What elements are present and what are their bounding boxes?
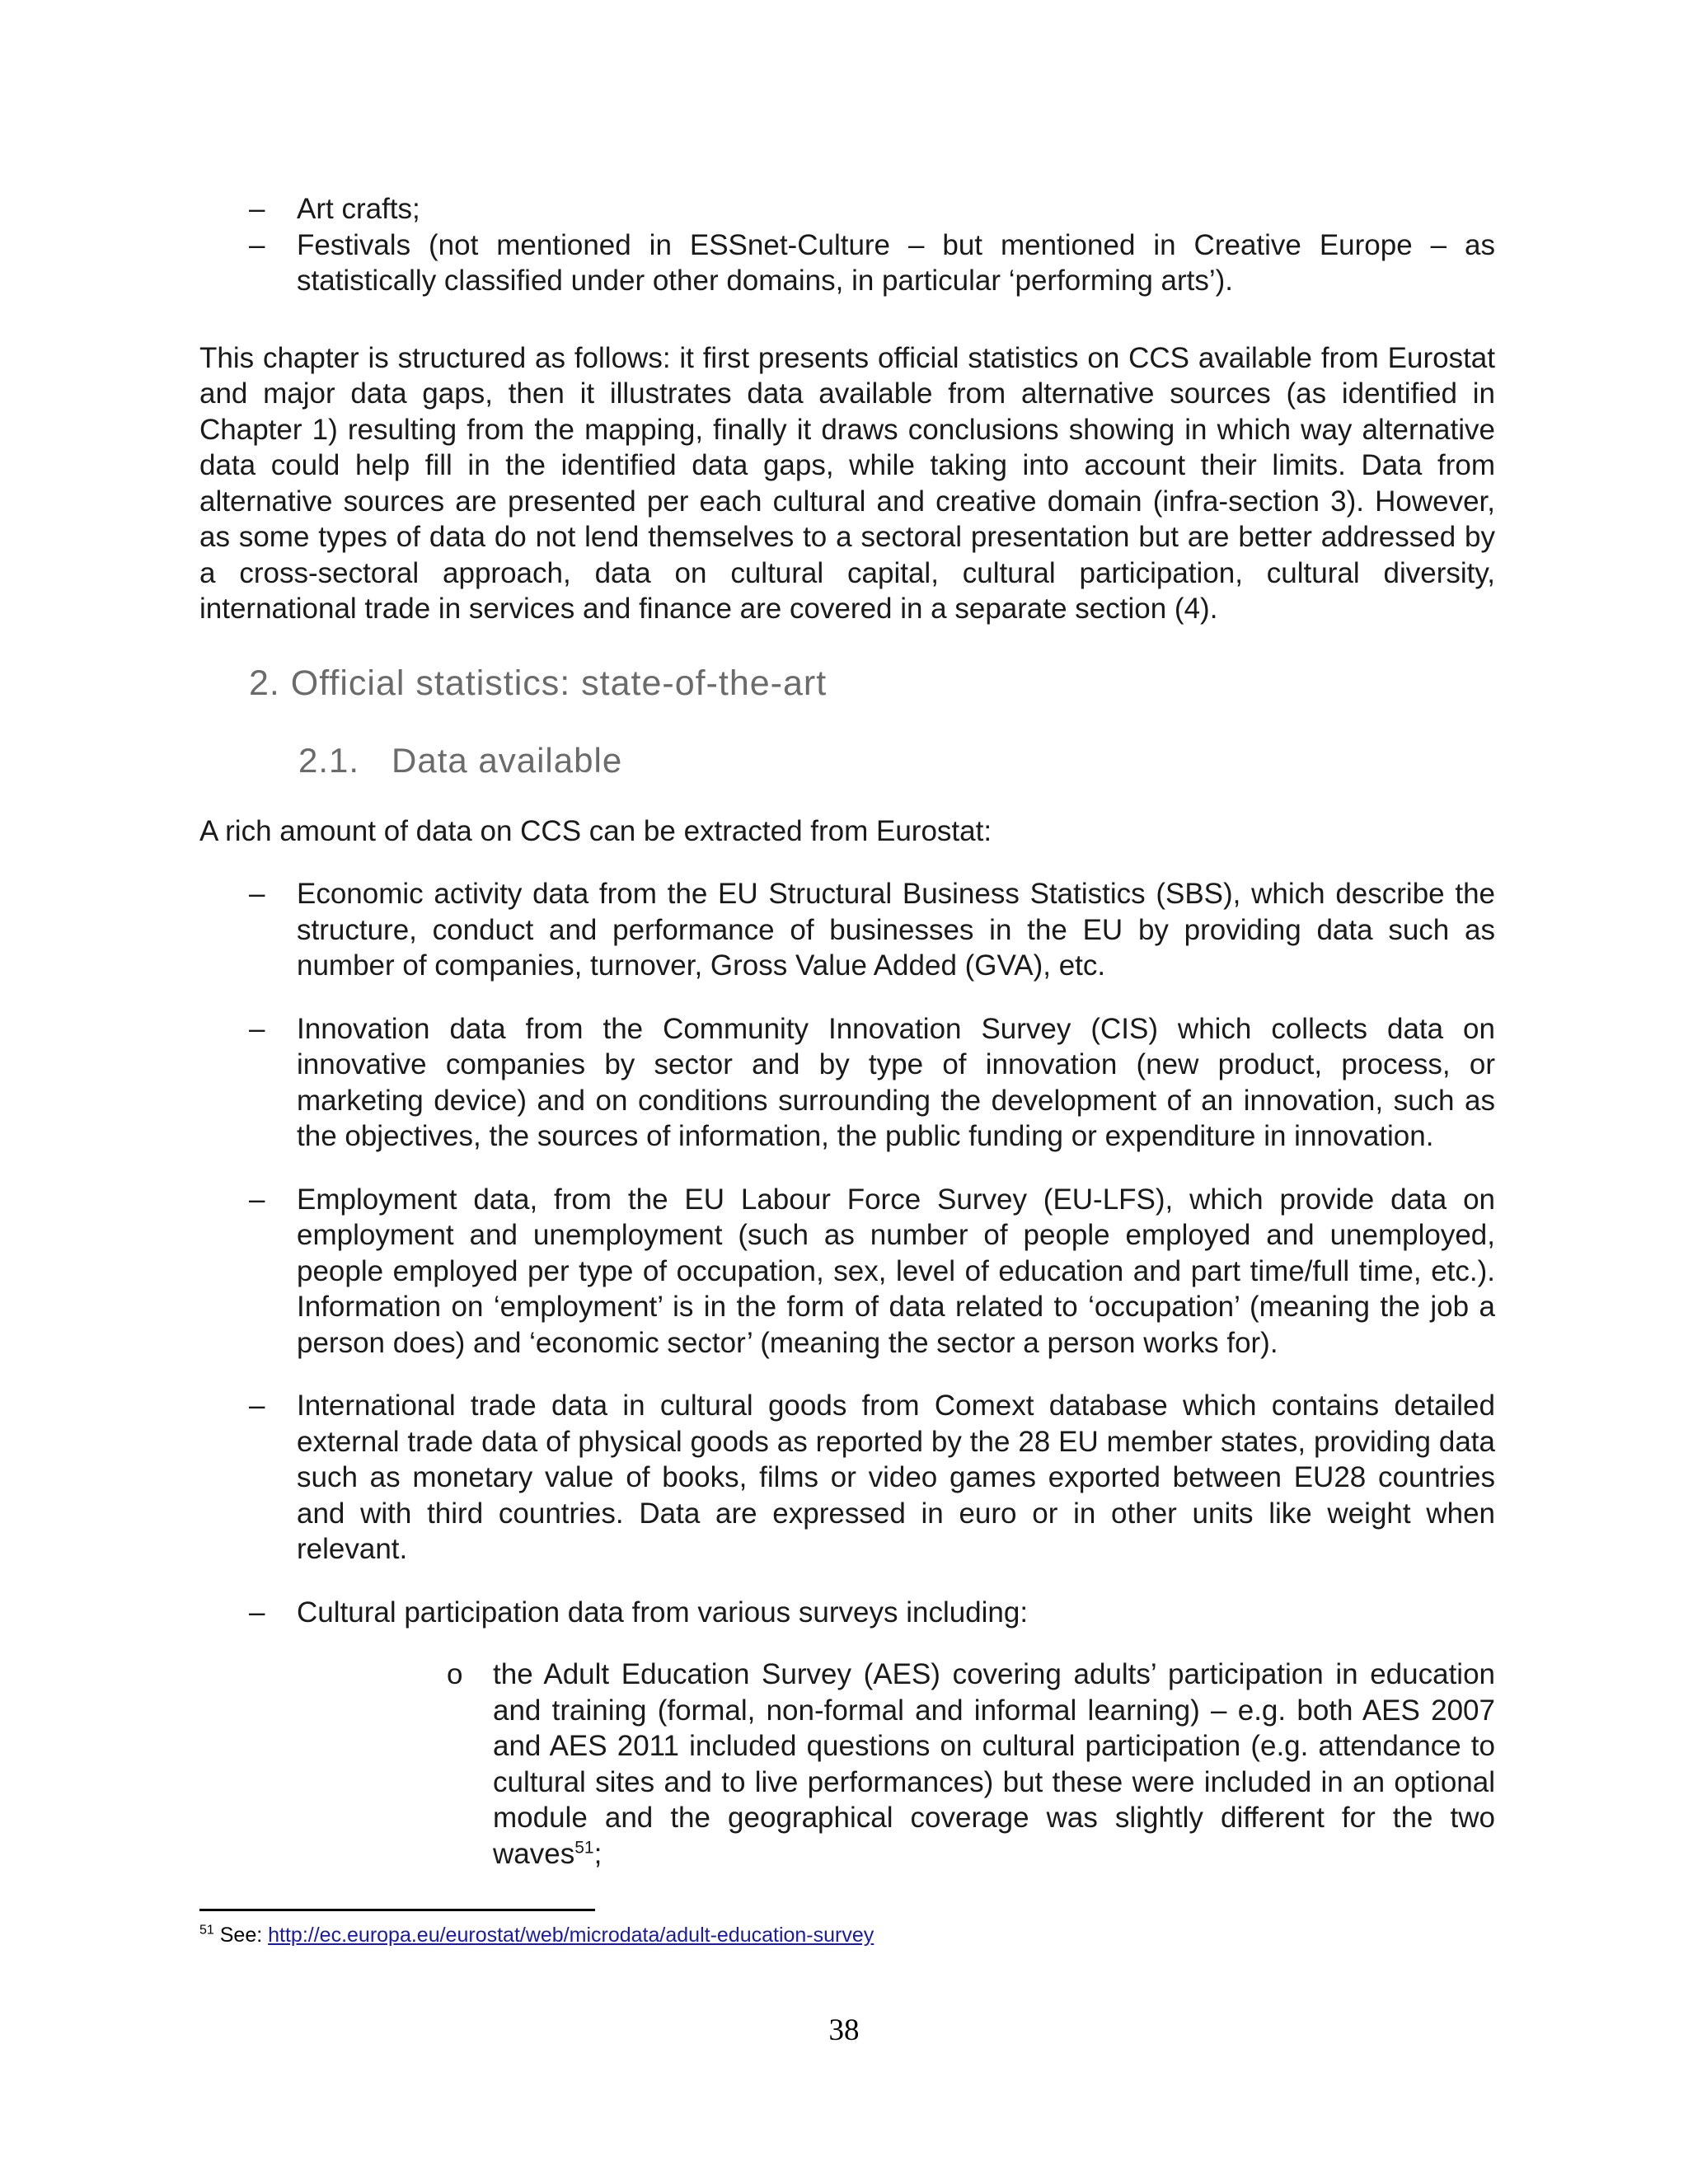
list-item-text: Employment data, from the EU Labour Force Survey (EU-LFS), which provide data on employment and unemployment (such as number of people employed and unemployed, people employed per type of occupation, sex, level of education and part time/full time, etc.). Information on ‘employment’ is in the form of data related to ‘occupation’ (meaning the job a person does) and ‘economic sector’ (meaning the sector a person works for). bbox=[297, 1183, 1495, 1359]
intro-paragraph: A rich amount of data on CCS can be extracted from Eurostat: bbox=[199, 814, 992, 847]
dash-marker: – bbox=[249, 193, 265, 225]
list-item bbox=[199, 1595, 1495, 1872]
list-item bbox=[199, 1011, 1495, 1155]
footnote bbox=[199, 1922, 874, 1948]
sub-list-item-tail: ; bbox=[593, 1837, 603, 1870]
dash-marker: – bbox=[249, 878, 265, 910]
sub-list-item-text: the Adult Education Survey (AES) covering adults’ participation in education and training (formal, non-formal and informal learning) – e.g. both AES 2007 and AES 2011 included questions on cultural participation (e.g. attendance to cultural sites and to live performances) but these were included in an optional module and the geographical coverage was slightly different for the two waves bbox=[493, 1658, 1495, 1870]
section-heading: 2. Official statistics: state-of-the-art bbox=[249, 663, 828, 703]
circle-marker: o bbox=[447, 1658, 463, 1690]
chapter-structure-paragraph: This chapter is structured as follows: it first presents official statistics on CCS available from Eurostat and major data gaps, then it illustrates data available from alternative sources (as identified in Chapter 1) resulting from the mapping, finally it draws conclusions showing in which way alternative data could help fill in the identified data gaps, while taking into account their limits. Data from alternative sources are presented per each cultural and creative domain (infra-section 3). However, as some types of data do not lend themselves to a sectoral presentation but are better addressed by a cross-sectoral approach, data on cultural capital, cultural participation, cultural diversity, international trade in services and finance are covered in a separate section (4). bbox=[199, 341, 1495, 625]
subsection-number: 2.1. bbox=[298, 740, 360, 780]
dash-marker: – bbox=[249, 1390, 265, 1422]
page-number: 38 bbox=[828, 2013, 860, 2047]
footnote-number: 51 bbox=[199, 1923, 214, 1938]
subsection-title: Data available bbox=[392, 740, 623, 780]
sub-bullet-list bbox=[297, 1657, 1495, 1872]
dash-marker: – bbox=[249, 1183, 265, 1216]
list-item bbox=[199, 191, 1495, 227]
footnote-separator bbox=[199, 1909, 595, 1911]
list-item-text: Cultural participation data from various surveys including: bbox=[297, 1596, 1029, 1629]
list-item bbox=[199, 1388, 1495, 1568]
list-item-text: Art crafts; bbox=[297, 193, 420, 225]
subsection-heading bbox=[298, 736, 1495, 785]
footnote-link[interactable]: http://ec.europa.eu/eurostat/web/microdata/adult-education-survey bbox=[268, 1924, 874, 1947]
dash-marker: – bbox=[249, 1596, 265, 1629]
top-bullet-list bbox=[199, 191, 1495, 299]
list-item-text: Innovation data from the Community Innovation Survey (CIS) which collects data on innovative companies by sector and by type of innovation (new product, process, or marketing device) and on conditions surrounding the development of an innovation, such as the objectives, the sources of information, the public funding or expenditure in innovation. bbox=[297, 1012, 1495, 1152]
dash-marker: – bbox=[249, 1012, 265, 1045]
list-item bbox=[199, 1182, 1495, 1361]
sub-list-item bbox=[297, 1657, 1495, 1872]
footnote-prefix: See: bbox=[213, 1924, 269, 1947]
page-content bbox=[199, 191, 1495, 1872]
footnote-reference[interactable]: 51 bbox=[574, 1837, 594, 1857]
dash-marker: – bbox=[249, 228, 265, 261]
data-sources-list bbox=[199, 876, 1495, 1872]
list-item bbox=[199, 876, 1495, 984]
list-item-text: Economic activity data from the EU Structural Business Statistics (SBS), which describe the structure, conduct and performance of businesses in the EU by providing data such as number of companies, turnover, Gross Value Added (GVA), etc. bbox=[297, 878, 1495, 982]
list-item bbox=[199, 227, 1495, 299]
list-item-text: International trade data in cultural goods from Comext database which contains detailed external trade data of physical goods as reported by the 28 EU member states, providing data such as monetary value of books, films or video games exported between EU28 countries and with third countries. Data are expressed in euro or in other units like weight when relevant. bbox=[297, 1390, 1495, 1565]
list-item-text: Festivals (not mentioned in ESSnet-Culture – but mentioned in Creative Europe – as statistically classified under other domains, in particular ‘performing arts’). bbox=[297, 228, 1495, 297]
